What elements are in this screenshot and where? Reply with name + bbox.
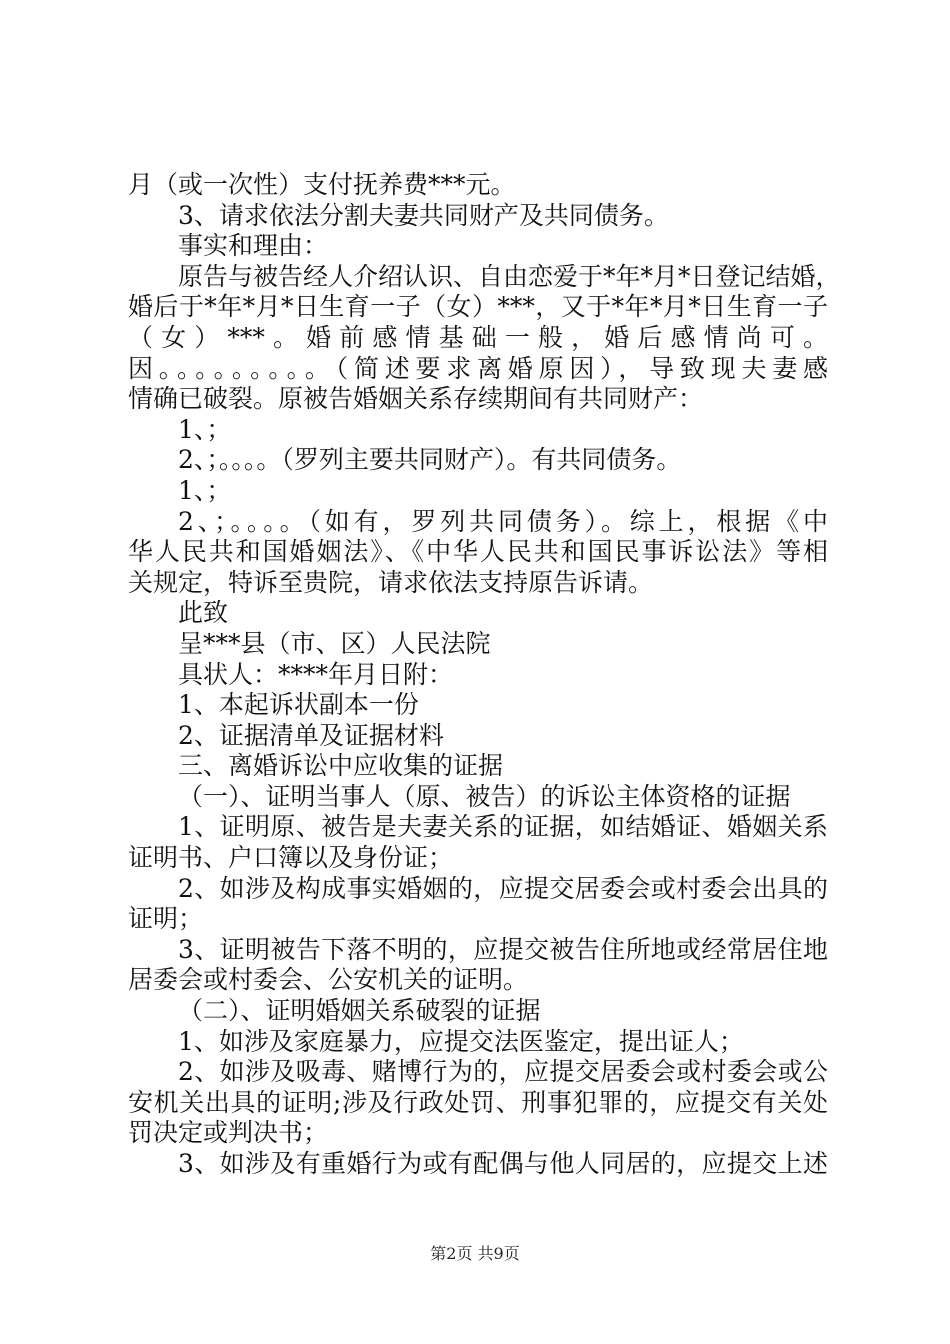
document-line: 2、；。。。。（罗列主要共同财产）。有共同债务。 (178, 445, 682, 475)
document-line: 1、如涉及家庭暴力，应提交法医鉴定，提出证人； (178, 1026, 744, 1056)
document-line: 证明； (128, 904, 204, 934)
document-line: （二）、证明婚姻关系破裂的证据 (178, 996, 541, 1026)
document-line: 2、如涉及吸毒、赌博行为的，应提交居委会或村委会或公 (178, 1057, 828, 1087)
document-line: 证明书、户口簿以及身份证； (128, 843, 454, 873)
document-line: 居委会或村委会、公安机关的证明。 (128, 965, 529, 995)
document-line: 安机关出具的证明;涉及行政处罚、刑事犯罪的，应提交有关处 (128, 1087, 828, 1117)
document-line: 1、证明原、被告是夫妻关系的证据，如结婚证、婚姻关系 (178, 812, 828, 842)
document-line: 婚后于*年*月*日生育一子（女）***，又于*年*月*日生育一子 (128, 292, 828, 322)
document-line: 此致 (178, 598, 229, 628)
document-body (128, 170, 841, 1180)
document-line: 原告与被告经人介绍认识、自由恋爱于*年*月*日登记结婚， (178, 261, 841, 291)
document-line: 2、如涉及构成事实婚姻的，应提交居委会或村委会出具的 (178, 873, 828, 903)
document-line: 2、；。。。。（如有，罗列共同债务）。综上，根据《中 (178, 506, 828, 536)
document-line: 华人民共和国婚姻法》、《中华人民共和国民事诉讼法》等相 (128, 537, 828, 567)
document-line: 1、； (178, 414, 232, 444)
document-line: 三、离婚诉讼中应收集的证据 (178, 751, 504, 781)
document-line: 3、如涉及有重婚行为或有配偶与他人同居的，应提交上述 (178, 1149, 828, 1178)
document-line: 呈***县（市、区）人民法院 (178, 628, 491, 658)
document-line: 情确已破裂。原被告婚姻关系存续期间有共同财产： (128, 384, 704, 414)
document-line: 3、请求依法分割夫妻共同财产及共同债务。 (178, 200, 669, 230)
document-line: 因。。。。。。。。。（简述要求离婚原因），导致现夫妻感 (128, 353, 828, 383)
document-line: 具状人：****年月日附： (178, 659, 454, 689)
document-line: 事实和理由： (178, 231, 329, 261)
page-footer: 第2页 共9页 (430, 1244, 520, 1263)
document-line: 1、本起诉状副本一份 (178, 690, 419, 720)
document-line: 关规定，特诉至贵院，请求依法支持原告诉请。 (128, 567, 654, 597)
document-line: 1、； (178, 475, 232, 505)
document-line: 罚决定或判决书； (128, 1118, 329, 1148)
document-line: 3、证明被告下落不明的，应提交被告住所地或经常居住地 (178, 934, 828, 964)
document-line: （女）***。婚前感情基础一般，婚后感情尚可。 (128, 322, 828, 352)
document-line: 2、证据清单及证据材料 (178, 720, 444, 750)
document-line: 月（或一次性）支付抚养费***元。 (128, 170, 516, 199)
document-line: （一）、证明当事人（原、被告）的诉讼主体资格的证据 (178, 781, 791, 811)
